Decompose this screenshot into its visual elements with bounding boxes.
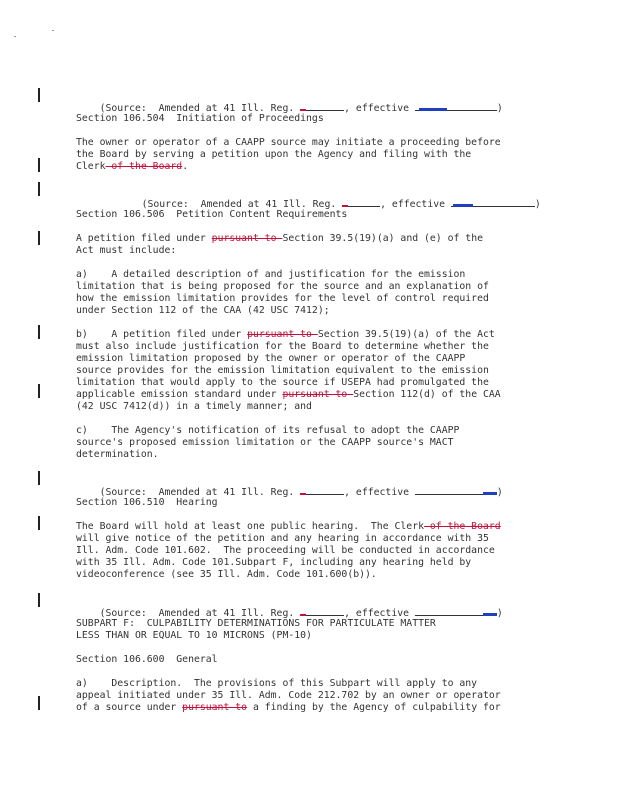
paragraph-line: must also include justification for the Board to determine whether the <box>76 341 489 352</box>
paragraph-line: Ill. Adm. Code 101.602. The proceeding will be conducted in accordance <box>76 545 495 556</box>
paragraph-line: c) The Agency's notification of its refusal to adopt the CAAPP <box>76 425 460 436</box>
change-bar <box>38 696 40 710</box>
blank-line <box>451 197 535 207</box>
deleted-text: pursuant to <box>211 233 283 244</box>
source-note: (Source: Amended at 41 Ill. Reg. , effective ) <box>99 487 503 498</box>
section-heading: Section 106.504 Initiation of Proceedings <box>76 113 324 124</box>
scan-speck <box>14 36 16 37</box>
paragraph-line: limitation that would apply to the source if USEPA had promulgated the <box>76 377 489 388</box>
source-note: (Source: Amended at 41 Ill. Reg. , effective ) <box>99 103 503 114</box>
paragraph-line: Act must include: <box>76 245 177 256</box>
blank-line <box>300 606 344 616</box>
deleted-text: of the Board <box>424 521 501 532</box>
paragraph-line: source's proposed emission limitation or the CAAPP source's MACT <box>76 437 454 448</box>
paragraph-line: limitation that is being proposed for the source and an explanation of <box>76 281 489 292</box>
change-bar <box>38 516 40 530</box>
deleted-text: pursuant to <box>247 329 318 340</box>
source-note: (Source: Amended at 41 Ill. Reg. , effective ) <box>141 199 541 210</box>
section-heading: Section 106.506 Petition Content Requirements <box>76 209 348 220</box>
paragraph-line: emission limitation proposed by the owner or operator of the CAAPP <box>76 353 466 364</box>
paragraph-line: determination. <box>76 449 159 460</box>
blank-line <box>415 606 497 616</box>
paragraph-line: under Section 112 of the CAA (42 USC 7412); <box>76 305 330 316</box>
deleted-text: of the Board <box>105 161 183 172</box>
blank-line <box>342 197 380 207</box>
change-bar <box>38 231 40 245</box>
paragraph-line: the Board by serving a petition upon the Agency and filing with the <box>76 149 472 160</box>
section-heading: Section 106.510 Hearing <box>76 497 218 508</box>
paragraph-line: how the emission limitation provides for the level of control required <box>76 293 489 304</box>
blank-line <box>300 485 344 495</box>
paragraph-line: A petition filed under pursuant to Section 39.5(19)(a) and (e) of the <box>76 233 483 244</box>
paragraph-line: with 35 Ill. Adm. Code 101.Subpart F, including any hearing held by <box>76 557 472 568</box>
change-bar <box>38 182 40 196</box>
paragraph-line: will give notice of the petition and any hearing in accordance with 35 <box>76 533 489 544</box>
paragraph-line: The owner or operator of a CAAPP source may initiate a proceeding before <box>76 137 501 148</box>
paragraph-line: appeal initiated under 35 Ill. Adm. Code 212.702 by an owner or operator <box>76 690 501 701</box>
paragraph-line: of a source under pursuant to a finding by the Agency of culpability for <box>76 702 501 713</box>
subpart-heading: LESS THAN OR EQUAL TO 10 MICRONS (PM-10) <box>76 630 312 641</box>
paragraph-line: Clerk of the Board. <box>76 161 189 172</box>
change-bar <box>38 384 40 398</box>
change-bar <box>38 593 40 607</box>
blank-line <box>415 101 497 111</box>
source-note: (Source: Amended at 41 Ill. Reg. , effective ) <box>99 608 503 619</box>
change-bar <box>38 325 40 339</box>
deleted-text: pursuant to <box>182 702 248 713</box>
paragraph-line: b) A petition filed under pursuant to Section 39.5(19)(a) of the Act <box>76 329 495 340</box>
scan-speck <box>52 30 54 31</box>
paragraph-line: applicable emission standard under pursuant to Section 112(d) of the CAA <box>76 389 501 400</box>
paragraph-line: videoconference (see 35 Ill. Adm. Code 101.600(b)). <box>76 569 377 580</box>
change-bar <box>38 471 40 485</box>
blank-line <box>415 485 497 495</box>
paragraph-line: a) A detailed description of and justification for the emission <box>76 269 466 280</box>
paragraph-line: (42 USC 7412(d)) in a timely manner; and <box>76 401 312 412</box>
blank-line <box>300 101 344 111</box>
subpart-heading: SUBPART F: CULPABILITY DETERMINATIONS FOR PARTICULATE MATTER <box>76 618 436 629</box>
deleted-text: pursuant to <box>282 389 354 400</box>
change-bar <box>38 88 40 102</box>
section-heading: Section 106.600 General <box>76 654 218 665</box>
change-bar <box>38 158 40 172</box>
paragraph-line: a) Description. The provisions of this Subpart will apply to any <box>76 678 478 689</box>
paragraph-line: The Board will hold at least one public hearing. The Clerk of the Board <box>76 521 501 532</box>
paragraph-line: source provides for the emission limitation equivalent to the emission <box>76 365 489 376</box>
